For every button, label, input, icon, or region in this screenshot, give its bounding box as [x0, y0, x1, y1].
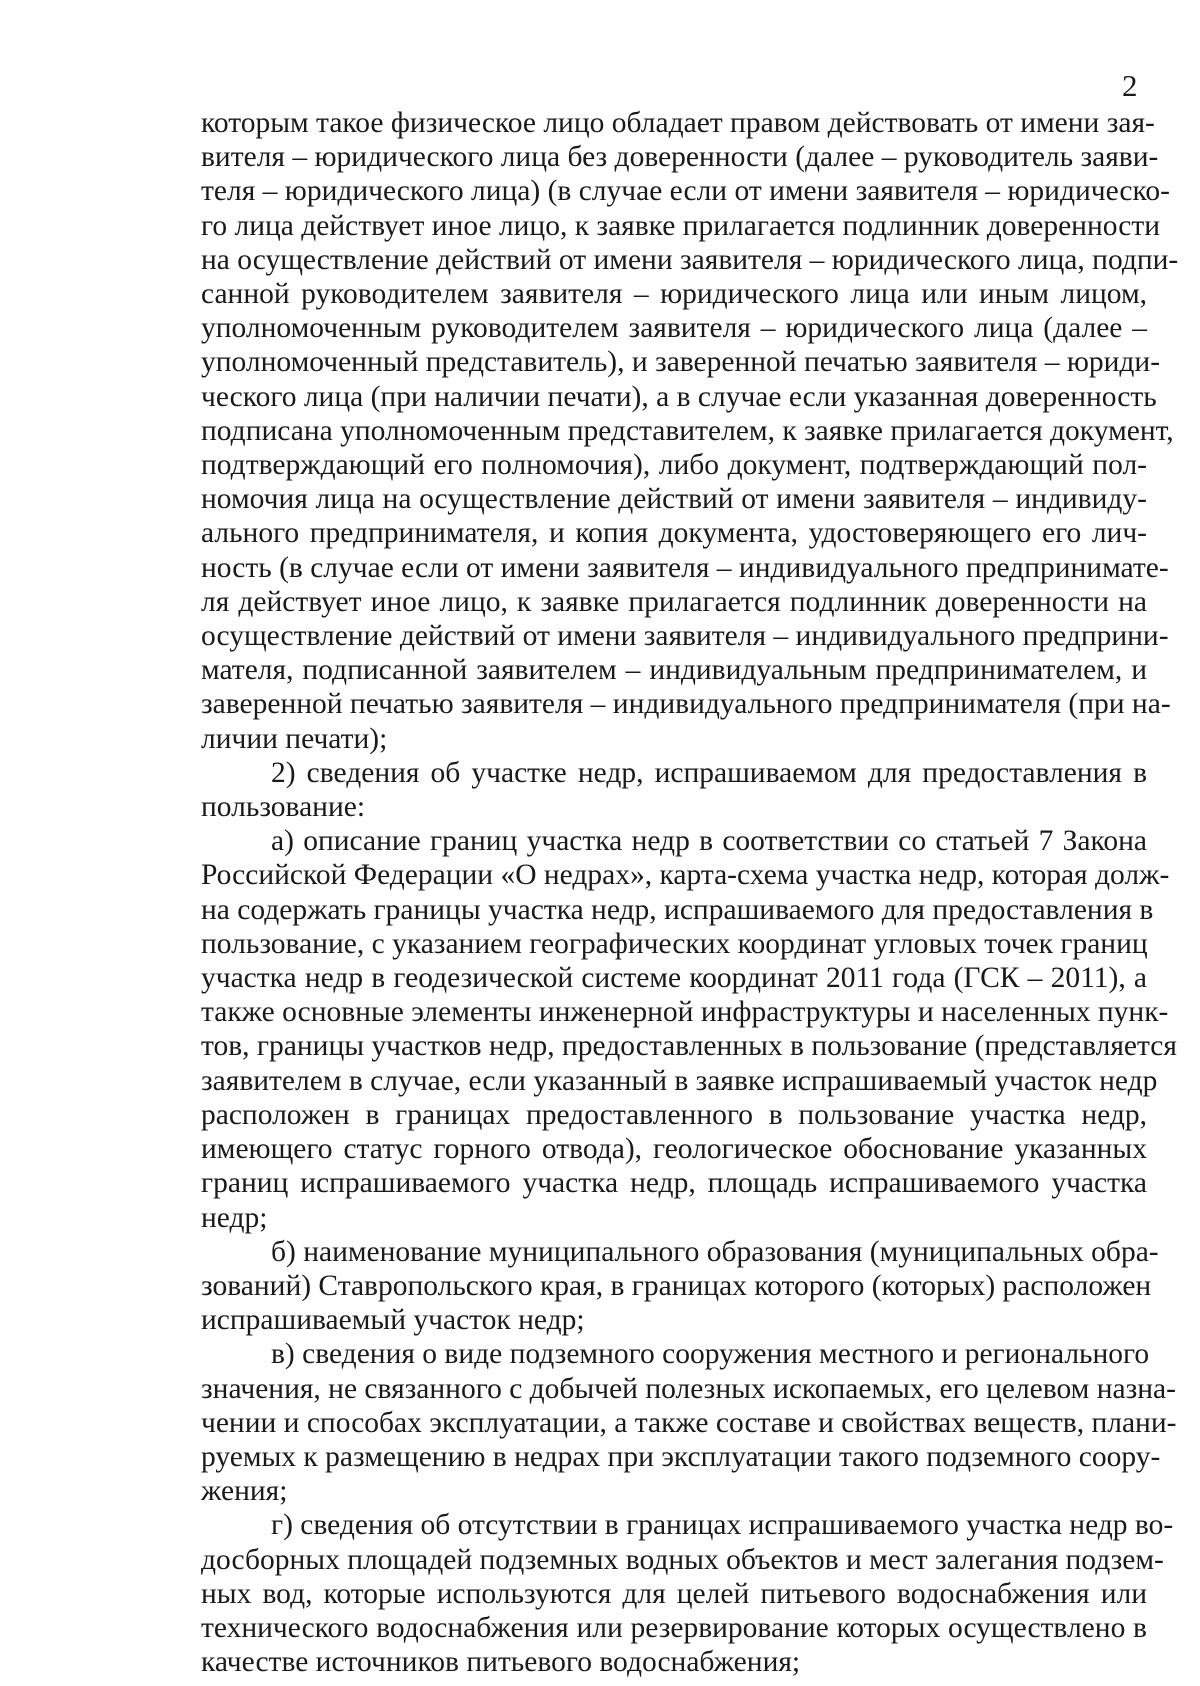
text-line: Российской Федерации «О недрах», карта-схема участка недр, которая долж- [201, 859, 1170, 892]
text-line: на осуществление действий от имени заявителя – юридического лица, подпи- [201, 243, 1179, 276]
text-line: ных вод, которые используются для целей питьевого водоснабжения или [201, 1577, 1147, 1610]
text-line: качестве источников питьевого водоснабжения; [201, 1646, 801, 1679]
text-line: пользование: [201, 791, 366, 824]
text-line: ля действует иное лицо, к заявке прилагается подлинник доверенности на [201, 585, 1147, 618]
text-line: заверенной печатью заявителя – индивидуального предпринимателя (при на- [201, 688, 1171, 721]
text-line: подтверждающий его полномочия), либо документ, подтверждающий пол- [201, 449, 1147, 482]
text-line: номочия лица на осуществление действий от имени заявителя – индивиду- [201, 483, 1147, 516]
text-line: имеющего статус горного отвода), геологическое обоснование указанных [201, 1133, 1147, 1166]
text-line: мателя, подписанной заявителем – индивидуальным предпринимателем, и [201, 654, 1147, 687]
text-line: г) сведения об отсутствии в границах испрашиваемого участка недр во- [271, 1509, 1174, 1542]
text-line: 2) сведения об участке недр, испрашиваемом для предоставления в [271, 756, 1147, 789]
text-line: чении и способах эксплуатации, а также составе и свойствах веществ, плани- [201, 1406, 1177, 1439]
text-line: уполномоченный представитель), и заверенной печатью заявителя – юриди- [201, 346, 1161, 379]
text-line: ность (в случае если от имени заявителя – индивидуального предпринимате- [201, 551, 1169, 584]
text-line: жения; [201, 1475, 288, 1508]
text-line: уполномоченным руководителем заявителя – юридического лица (далее – [201, 312, 1147, 345]
text-line: подписана уполномоченным представителем, к заявке прилагается документ, [201, 414, 1174, 447]
text-line: в) сведения о виде подземного сооружения местного и регионального [271, 1338, 1150, 1371]
text-line: которым такое физическое лицо обладает правом действовать от имени зая- [201, 107, 1155, 139]
text-line: осуществление действий от имени заявителя – индивидуального предприни- [201, 620, 1169, 653]
text-line: зований) Ставропольского края, в границах которого (которых) расположен [201, 1269, 1152, 1302]
text-line: личии печати); [201, 722, 388, 755]
text-line: вителя – юридического лица без доверенности (далее – руководитель заяви- [201, 141, 1159, 174]
text-line: теля – юридического лица) (в случае если от имени заявителя – юридическо- [201, 175, 1170, 208]
text-line: ческого лица (при наличии печати), а в случае если указанная доверенность [201, 380, 1157, 413]
document-body [201, 106, 1179, 1679]
text-line: б) наименование муниципального образования (муниципальных обра- [271, 1235, 1159, 1268]
text-line: испрашиваемый участок недр; [201, 1304, 585, 1337]
text-line: санной руководителем заявителя – юридического лица или иным лицом, [201, 278, 1147, 311]
text-line: значения, не связанного с добычей полезных ископаемых, его целевом назна- [201, 1372, 1176, 1405]
text-line: технического водоснабжения или резервирование которых осуществлено в [201, 1611, 1147, 1644]
text-line: недр; [201, 1201, 268, 1234]
text-line: границ испрашиваемого участка недр, площадь испрашиваемого участка [201, 1167, 1147, 1200]
text-line: также основные элементы инженерной инфраструктуры и населенных пунк- [201, 996, 1169, 1029]
page-number: 2 [1122, 68, 1138, 103]
text-line: досборных площадей подземных водных объектов и мест залегания подзем- [201, 1543, 1164, 1576]
text-line: го лица действует иное лицо, к заявке прилагается подлинник доверенности [201, 209, 1161, 242]
text-line: участка недр в геодезической системе координат 2011 года (ГСК – 2011), а [201, 962, 1147, 995]
text-line: на содержать границы участка недр, испрашиваемого для предоставления в [201, 893, 1154, 926]
text-line: тов, границы участков недр, предоставленных в пользование (представляется [201, 1030, 1177, 1063]
text-line: пользование, с указанием географических координат угловых точек границ [201, 927, 1148, 960]
text-line: а) описание границ участка недр в соответствии со статьей 7 Закона [271, 825, 1147, 858]
text-line: ального предпринимателя, и копия документа, удостоверяющего его лич- [201, 517, 1147, 550]
text-line: руемых к размещению в недрах при эксплуатации такого подземного соору- [201, 1440, 1161, 1473]
text-line: расположен в границах предоставленного в пользование участка недр, [201, 1098, 1147, 1131]
text-line: заявителем в случае, если указанный в заявке испрашиваемый участок недр [201, 1064, 1158, 1097]
